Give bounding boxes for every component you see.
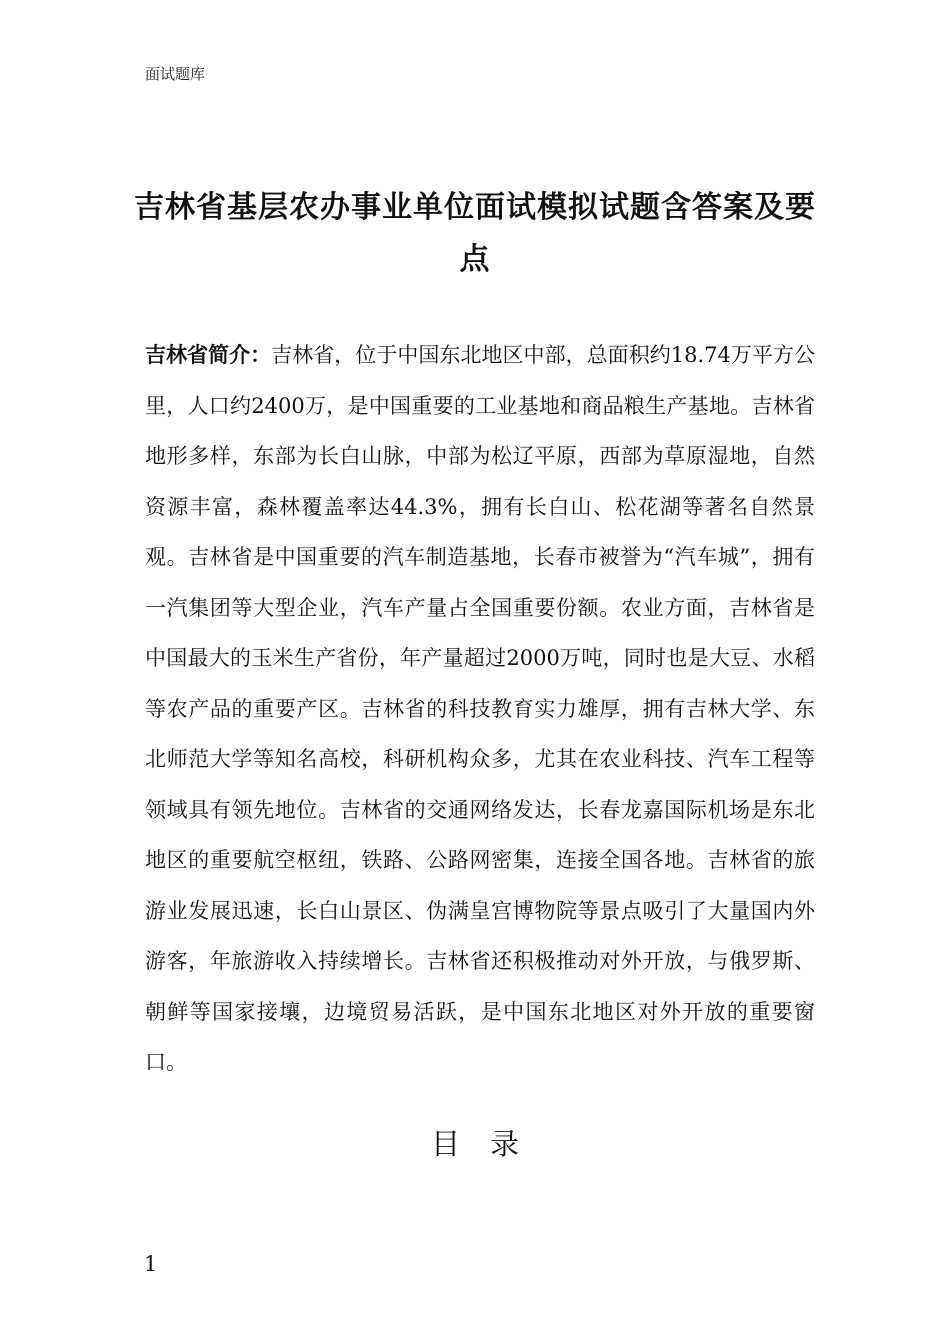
- header-label: 面试题库: [145, 65, 206, 83]
- table-of-contents-heading: 目录: [430, 1127, 549, 1161]
- intro-label: 吉林省简介：: [145, 343, 272, 367]
- intro-text: 吉林省，位于中国东北地区中部，总面积约18.74万平方公里，人口约2400万，是中国重要的工业基地和商品粮生产基地。吉林省地形多样，东部为长白山脉，中部为松辽平原，西部为草原湿地，自然资源丰富，森林覆盖率达44.3%，拥有长白山、松花湖等著名自然景观。吉林省是中国重要的汽车制造基地，长春市被誉为“汽车城”，拥有一汽集团等大型企业，汽车产量占全国重要份额。农业方面，吉林省是中国最大的玉米生产省份，年产量超过2000万吨，同时也是大豆、水稻等农产品的重要产区。吉林省的科技教育实力雄厚，拥有吉林大学、东北师范大学等知名高校，科研机构众多，尤其在农业科技、汽车工程等领域具有领先地位。吉林省的交通网络发达，长春龙嘉国际机场是东北地区的重要航空枢纽，铁路、公路网密集，连接全国各地。吉林省的旅游业发展迅速，长白山景区、伪满皇宫博物院等景点吸引了大量国内外游客，年旅游收入持续增长。吉林省还积极推动对外开放，与俄罗斯、朝鲜等国家接壤，边境贸易活跃，是中国东北地区对外开放的重要窗口。: [145, 343, 815, 1074]
- intro-paragraph: [145, 330, 815, 1088]
- page-number: 1: [144, 1252, 158, 1276]
- document-title: 吉林省基层农办事业单位面试模拟试题含答案及要点: [134, 190, 816, 277]
